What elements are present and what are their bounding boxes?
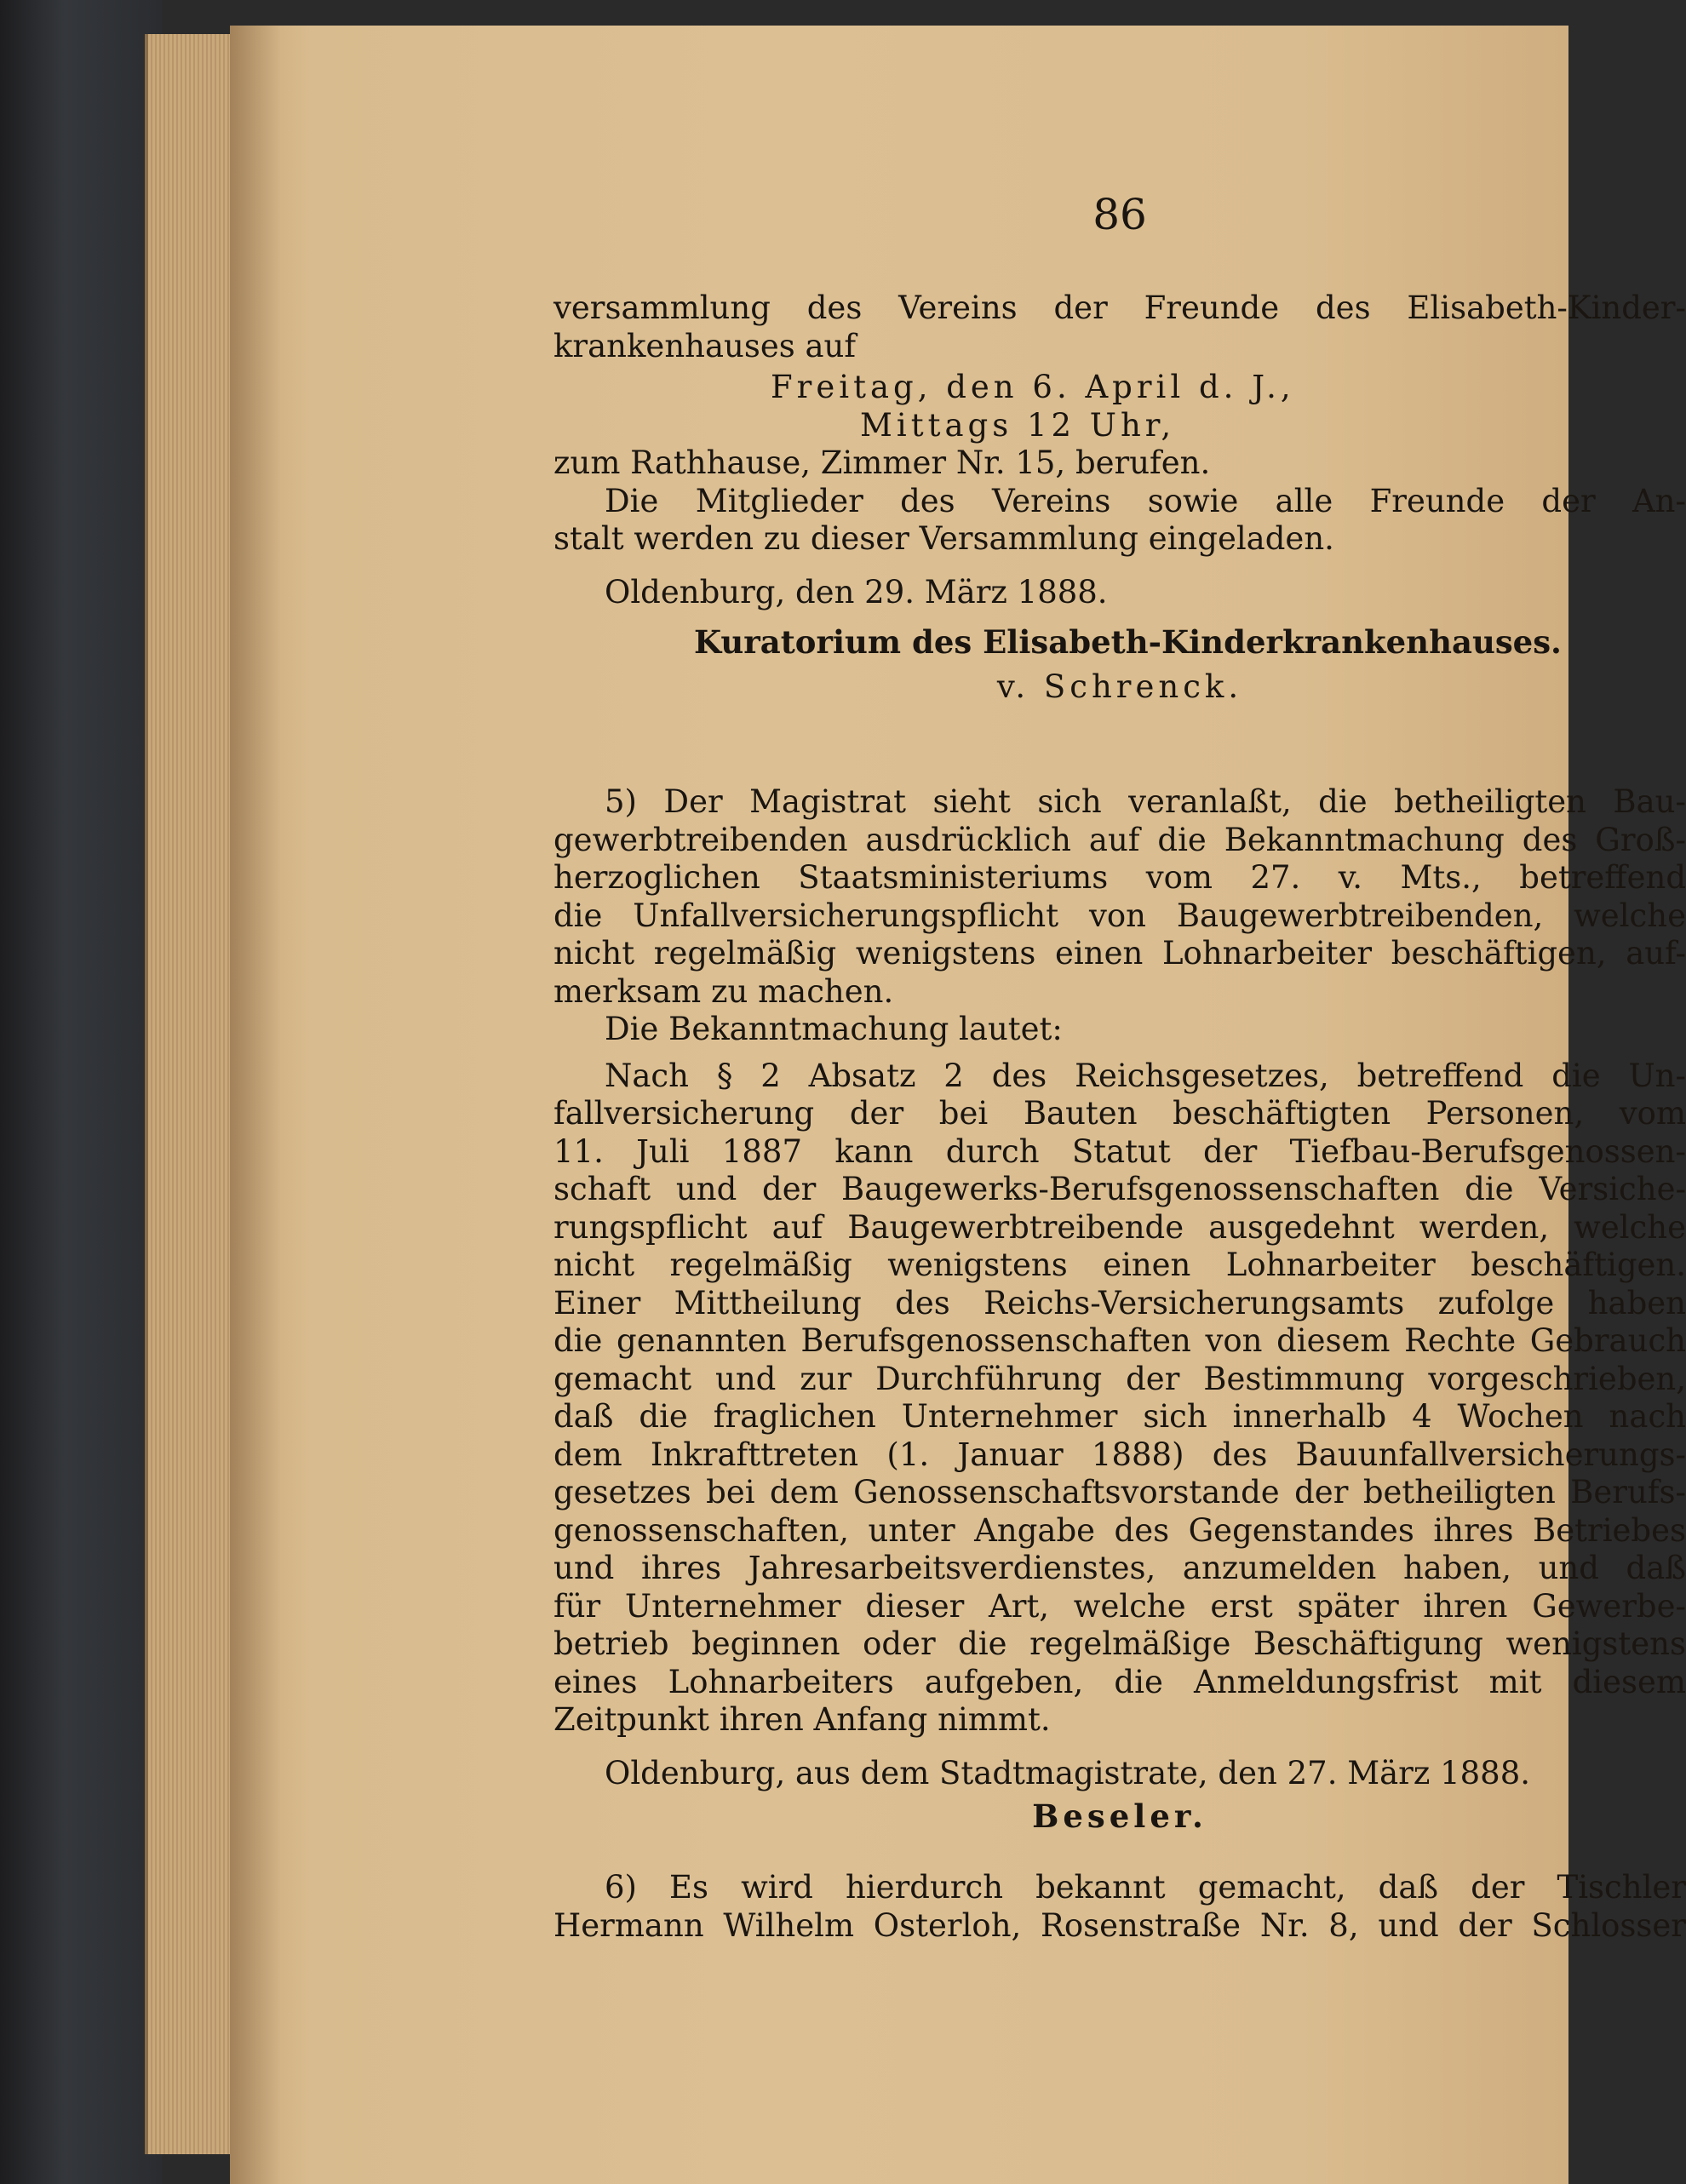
text-line: genossenschaften, unter Angabe des Gegenstandes ihres Betriebes (553, 1511, 1686, 1549)
text-line: rungspflicht auf Baugewerbtreibende ausgedehnt werden, welche (553, 1208, 1686, 1246)
gutter-shadow (230, 26, 281, 2184)
place-date: Oldenburg, aus dem Stadtmagistrate, den 27. März 1888. (605, 1754, 1531, 1791)
text-line: stalt werden zu dieser Versammlung eingeladen. (553, 520, 1334, 557)
text-line: schaft und der Baugewerks-Berufsgenossenschaften die Versiche- (553, 1171, 1686, 1207)
text-line: nicht regelmäßig wenigstens einen Lohnarbeiter beschäftigen. (553, 1247, 1686, 1283)
text-line: herzoglichen Staatsministeriums vom 27. v. Mts., betreffend (553, 859, 1686, 896)
text-line: fallversicherung der bei Bauten beschäftigten Personen, vom (553, 1095, 1686, 1132)
book-cover-board (0, 0, 162, 2184)
text-line: gemacht und zur Durchführung der Bestimmung vorgeschrieben, (553, 1360, 1686, 1397)
place-date: Oldenburg, den 29. März 1888. (605, 573, 1108, 610)
quoted-notice (553, 1058, 1686, 1740)
text-line: eines Lohnarbeiters aufgeben, die Anmeldungsfrist mit diesem (553, 1663, 1686, 1700)
text-line: die Unfallversicherungspflicht von Baugewerbtreibenden, welche (553, 897, 1686, 934)
text-line: Nach § 2 Absatz 2 des Reichsgesetzes, betreffend die Un- (605, 1057, 1686, 1094)
text-line: 11. Juli 1887 kann durch Statut der Tiefbau-Berufsgenossen- (553, 1132, 1686, 1170)
text-line: merksam zu machen. (553, 972, 894, 1010)
text-line: Die Mitglieder des Vereins sowie alle Freunde der An- (605, 482, 1686, 519)
text-line: versammlung des Vereins der Freunde des Elisabeth-Kinder- (553, 289, 1686, 326)
text-line: die genannten Berufsgenossenschaften von diesem Rechte Gebrauch (553, 1322, 1686, 1359)
text-line: betrieb beginnen oder die regelmäßige Beschäftigung wenigstens (553, 1625, 1686, 1662)
signature: Beseler. (1032, 1797, 1207, 1835)
text-line: daß die fraglichen Unternehmer sich innerhalb 4 Wochen nach (553, 1398, 1686, 1435)
text-line: gewerbtreibenden ausdrücklich auf die Bekanntmachung des Groß- (553, 821, 1686, 858)
meeting-place: zum Rathhause, Zimmer Nr. 15, berufen. (553, 444, 1211, 481)
paragraph-6 (553, 1869, 1686, 1945)
meeting-time: Mittags 12 Uhr, (860, 406, 1176, 444)
text-line: Einer Mittheilung des Reichs-Versicherungsamts zufolge haben (553, 1284, 1686, 1321)
text-line: für Unternehmer dieser Art, welche erst später ihren Gewerbe- (553, 1587, 1686, 1625)
meeting-date: Freitag, den 6. April d. J., (771, 369, 1295, 405)
text-line: nicht regelmäßig wenigstens einen Lohnarbeiter beschäftigen, auf- (553, 935, 1686, 972)
paragraph-5 (553, 783, 1686, 1836)
text-line: dem Inkrafttreten (1. Januar 1888) des Bauunfallversicherungs- (553, 1436, 1686, 1473)
signature: v. Schrenck. (996, 668, 1243, 705)
page-number: 86 (1092, 190, 1147, 239)
text-line: und ihres Jahresarbeitsverdienstes, anzumelden haben, und daß (553, 1550, 1686, 1586)
issuer: Kuratorium des Elisabeth-Kinderkrankenhauses. (694, 623, 1562, 661)
text-line: 5) Der Magistrat sieht sich veranlaßt, die betheiligten Bau- (605, 783, 1686, 820)
text-line: Die Bekanntmachung lautet: (605, 1011, 1063, 1047)
page-stack-edges (145, 34, 242, 2154)
text-line: krankenhauses auf (553, 327, 857, 364)
book-page (230, 26, 1686, 2184)
text-line: Hermann Wilhelm Osterloh, Rosenstraße Nr. 8, und der Schlosser (553, 1906, 1686, 1944)
text-line: 6) Es wird hierdurch bekannt gemacht, daß der Tischler (605, 1869, 1686, 1906)
text-line: Zeitpunkt ihren Anfang nimmt. (553, 1701, 1051, 1738)
meeting-announcement (553, 289, 1686, 706)
text-line: gesetzes bei dem Genossenschaftsvorstande der betheiligten Berufs- (553, 1474, 1686, 1510)
